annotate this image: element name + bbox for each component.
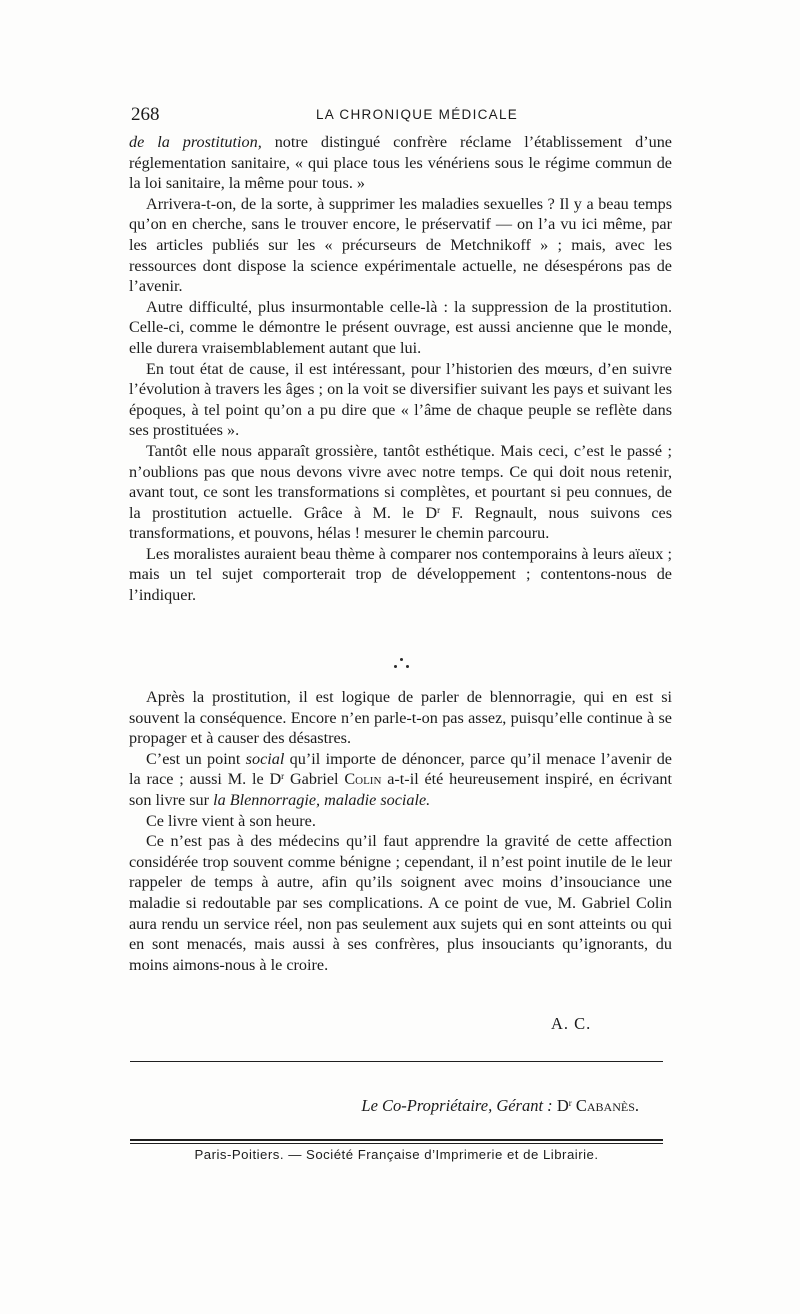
paragraph-text: notre distingué confrère réclame l’établissement d’une réglementation sanitaire, « qui place tous les vénériens sous le régime commun de la loi sanitaire, la même pour tous. » xyxy=(129,133,672,193)
superscript: r xyxy=(437,504,441,515)
paragraph xyxy=(129,441,672,544)
paragraph-text: a-t-il été heureusement inspiré, en écrivant son livre sur xyxy=(129,770,673,809)
paragraph-text: C’est un point xyxy=(146,749,246,768)
separator-dot xyxy=(400,658,403,661)
paragraph-text: qu’il importe de dénoncer, parce qu’il menace l’avenir de la race ; aussi M. le D xyxy=(129,749,672,789)
paragraph: Ce livre vient à son heure. xyxy=(146,811,316,830)
paragraph xyxy=(129,132,672,194)
italic-word: social xyxy=(245,749,285,768)
manager-prefix: D xyxy=(552,1096,569,1115)
separator-dot xyxy=(394,665,397,668)
manager-title: Le Co-Propriétaire, Gérant : xyxy=(361,1096,553,1115)
paragraph: En tout état de cause, il est intéressant, pour l’historien des mœurs, d’en suivre l’évolution à travers les âges ; on la voit se diversifier suivant les pays et suivant les époques, à tel point qu’on a pu dire que « l’âme de chaque peuple se reflète dans ses prostituées ». xyxy=(129,359,672,440)
book-title: la Blennorragie, maladie sociale. xyxy=(213,790,431,809)
paragraph-text: Tantôt elle nous apparaît grossière, tantôt esthétique. Mais ceci, c’est le passé ; n’oublions pas que nous devons vivre avec notre temps. Ce qui doit nous retenir, avant tout, ce sont les transformations si complètes, et pourtant si peu connues, de la prostitution actuelle. Grâce à M. le D xyxy=(129,441,672,522)
footer-manager xyxy=(131,1096,639,1116)
paragraph: Ce n’est pas à des médecins qu’il faut apprendre la gravité de cette affection considérée trop souvent comme bénigne ; cependant, il n’est point inutile de le leur rappeler de temps à autre, afin qu’ils soignent avec moins d’insouciance une maladie si redoutable par ses complications. A ce point de vue, M. Gabriel Colin aura rendu un service réel, non pas seulement aux sujets qui en sont atteints ou qui en sont menacés, mais aussi à ses confrères, plus insouciants qu’ignorants, du moins aimons-nous à le croire. xyxy=(129,832,672,974)
horizontal-rule xyxy=(130,1061,663,1062)
section-blennorragie xyxy=(129,687,672,975)
signature: A. C. xyxy=(551,1014,592,1033)
page-number: 268 xyxy=(131,104,160,125)
paragraph-text: Gabriel xyxy=(284,770,345,789)
running-title: LA CHRONIQUE MÉDICALE xyxy=(316,107,519,122)
manager-name: Cabanès. xyxy=(571,1096,639,1115)
paragraph-text: F. Regnault, nous suivons ces transformations, et pouvons, hélas ! mesurer le chemin parcouru. xyxy=(129,503,672,543)
page-header xyxy=(131,104,671,128)
printer-imprint: Paris-Poitiers. — Société Française d’Imprimerie et de Librairie. xyxy=(194,1147,599,1162)
horizontal-rule xyxy=(130,1139,663,1141)
paragraph: Autre difficulté, plus insurmontable celle-là : la suppression de la prostitution. Celle-ci, comme le démontre le présent ouvrage, est aussi ancienne que le monde, elle durera vraisemblablement autant que lui. xyxy=(129,297,672,357)
superscript: r xyxy=(281,771,285,782)
paragraph xyxy=(129,749,672,811)
author-name: Colin xyxy=(344,770,382,789)
paragraph: Les moralistes auraient beau thème à comparer nos contemporains à leurs aïeux ; mais un tel sujet comporterait trop de développement ; contentons-nous de l’indiquer. xyxy=(129,544,672,605)
paragraph: Arrivera-t-on, de la sorte, à supprimer les maladies sexuelles ? Il y a beau temps qu’on en cherche, sans le trouver encore, le préservatif — on l’a vu ici même, par les articles publiés sur les « précurseurs de Metchnikoff » ; mais, avec les ressources dont dispose la science expérimentale actuelle, ne désespérons pas de l’avenir. xyxy=(129,194,672,296)
superscript: r xyxy=(568,1098,572,1108)
paragraph: Après la prostitution, il est logique de parler de blennorragie, qui en est si souvent la conséquence. Encore n’en parle-t-on pas assez, puisqu’elle continue à se propager et à causer des désastres. xyxy=(129,688,672,748)
separator-dot xyxy=(406,665,409,668)
horizontal-rule xyxy=(130,1143,663,1144)
asterism-separator xyxy=(0,650,800,680)
italic-phrase: de la prostitution, xyxy=(129,133,262,151)
section-prostitution xyxy=(129,132,672,606)
